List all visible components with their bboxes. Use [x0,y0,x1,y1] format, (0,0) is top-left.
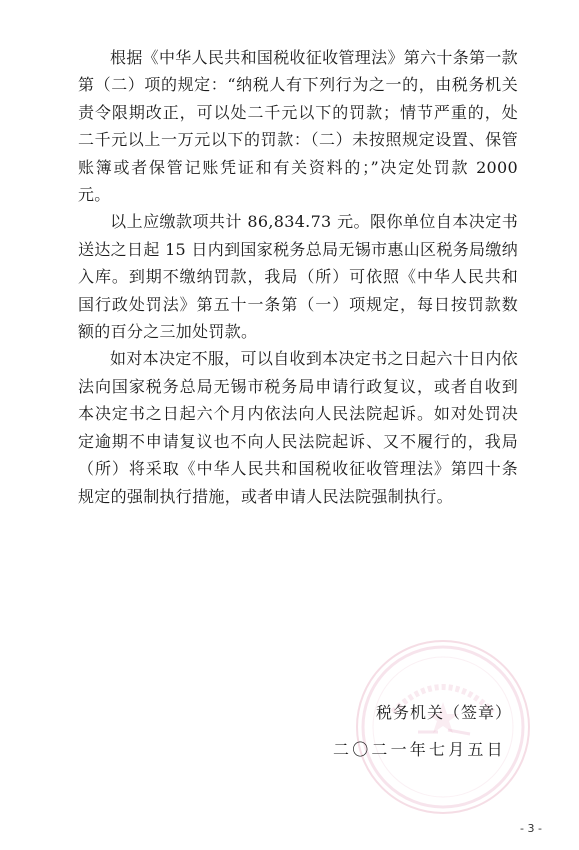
paragraph-legal-basis [78,44,518,208]
signature-label: 税务机关（签章） [376,703,513,722]
seal-icon [358,642,528,812]
paragraph-payment-notice [78,208,518,345]
paragraph-text: 如对本决定不服，可以自收到本决定书之日起六十日内依法向国家税务总局无锡市税务局申请行政复议，或者自收到本决定书之日起六个月内依法向人民法院起诉。如对处罚决定逾期不申请复议也不向人民法院起诉、又不履行的，我局（所）将采取《中华人民共和国税收征收管理法》第四十条规定的强制执行措施，或者申请人民法院强制执行。 [78,349,518,506]
paragraph-text: 根据《中华人民共和国税收征收管理法》第六十条第一款第（二）项的规定：“纳税人有下列行为之一的，由税务机关责令限期改正，可以处二千元以下的罚款；情节严重的，处二千元以上一万元以下的罚款：（二）未按照规定设置、保管账簿或者保管记账凭证和有关资料的；”决定处罚款 2000 元。 [78,48,518,205]
paragraph-text: 以上应缴款项共计 86,834.73 元。限你单位自本决定书送达之日起 15 日内到国家税务总局无锡市惠山区税务局缴纳入库。到期不缴纳罚款，我局（所）可依照《中华人民共和国行政处罚法》第五十一条第（一）项规定，每日按罚款数额的百分之三加处罚款。 [78,212,518,342]
document-date: 二〇二一年七月五日 [333,740,506,759]
document-body [78,44,518,510]
page-number: - 3 - [520,822,542,835]
paragraph-appeal-rights [78,345,518,509]
official-seal-stamp [356,640,530,814]
